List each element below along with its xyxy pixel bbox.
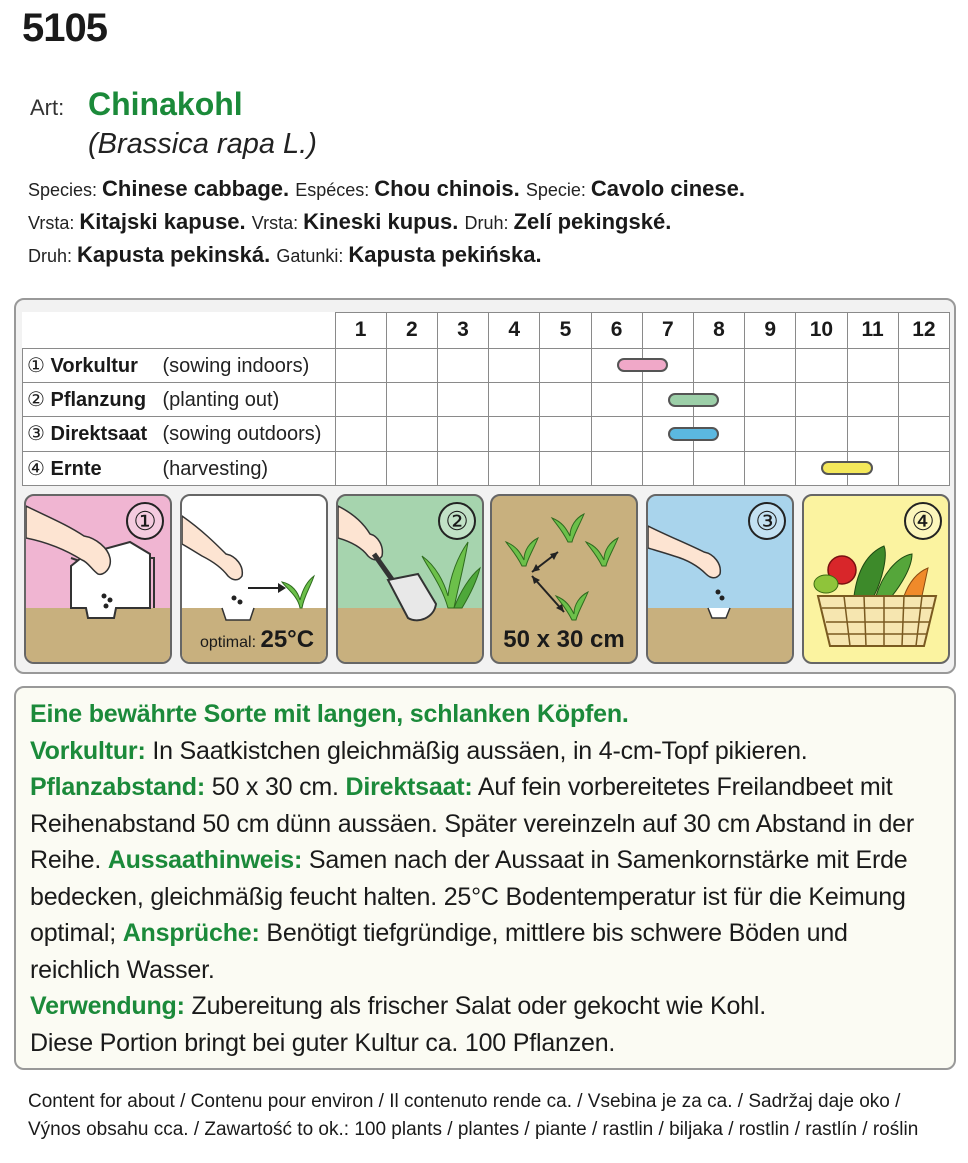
species-line-2 <box>28 209 671 235</box>
description-text <box>30 696 940 1061</box>
step-badge-1: ① <box>126 502 164 540</box>
row-number: ③ <box>27 423 45 446</box>
species-separator: . <box>665 209 672 234</box>
month-header: 9 <box>745 313 796 349</box>
species-label: Specie: <box>525 180 591 200</box>
sowing-calendar <box>22 312 950 486</box>
month-header: 1 <box>335 313 386 349</box>
row-name-de: Direktsaat <box>50 423 148 446</box>
month-header: 11 <box>847 313 898 349</box>
row-name-de: Vorkultur <box>50 354 138 377</box>
step-badge-3: ③ <box>748 502 786 540</box>
product-code: 5105 <box>22 6 107 50</box>
portion-text: Diese Portion bringt bei guter Kultur ca. 100 Pflanzen. <box>30 1028 616 1057</box>
latin-name: (Brassica rapa L.) <box>88 128 317 160</box>
species-name: Zelí pekingské <box>513 209 666 234</box>
month-cell <box>386 382 437 416</box>
species-separator: . <box>535 242 542 267</box>
month-cell <box>489 348 540 382</box>
species-name: Kineski kupus <box>303 209 453 234</box>
month-cell <box>642 417 693 451</box>
species-name: Kitajski kapuse <box>79 209 240 234</box>
month-cell <box>437 451 488 485</box>
month-cell <box>898 417 949 451</box>
direktsaat-text: Auf fein vorbereitetes Freilandbeet mit Reihenabstand 50 cm dünn aussäen. Später vereinzeln auf 30 cm Abstand in der Reihe. <box>30 773 914 874</box>
species-name: Kapusta pekińska <box>348 242 536 267</box>
footer-line-2: Výnos obsahu cca. / Zawartość to ok.: 100 plants / plantes / piante / rastlin / biljaka / rostlin / rastlín / roślin <box>28 1119 919 1140</box>
step-badge-4: ④ <box>904 502 942 540</box>
calendar-table <box>22 312 950 486</box>
month-cell <box>335 451 386 485</box>
species-separator: . <box>264 242 277 267</box>
description-panel <box>14 686 956 1070</box>
month-header: 8 <box>693 313 744 349</box>
aussaathinweis-label: Aussaathinweis: <box>107 846 303 874</box>
species-label: Espéces: <box>295 180 375 200</box>
row-name-en: (harvesting) <box>162 457 269 480</box>
month-header: 7 <box>642 313 693 349</box>
calendar-row-label <box>23 348 336 382</box>
month-cell <box>540 417 591 451</box>
month-header-row <box>23 313 950 349</box>
month-header: 4 <box>489 313 540 349</box>
abstand-label: Pflanzabstand: <box>30 773 205 801</box>
species-label: Vrsta: <box>28 213 80 233</box>
species-label: Species: <box>28 180 103 200</box>
direktsaat-label: Direktsaat: <box>345 773 473 801</box>
month-header: 3 <box>437 313 488 349</box>
month-cell <box>591 417 642 451</box>
row-label-text <box>23 353 335 378</box>
calendar-row <box>23 451 950 485</box>
month-cell <box>693 348 744 382</box>
month-cell <box>642 451 693 485</box>
calendar-row <box>23 382 950 416</box>
art-label: Art: <box>30 95 65 120</box>
month-cell <box>437 348 488 382</box>
month-cell <box>591 382 642 416</box>
month-cell <box>898 348 949 382</box>
species-line-3 <box>28 242 542 268</box>
species-separator: . <box>283 176 296 201</box>
month-cell <box>796 451 847 485</box>
month-header: 2 <box>386 313 437 349</box>
month-header: 6 <box>591 313 642 349</box>
species-name: Cavolo cinese <box>590 176 739 201</box>
period-bar <box>668 427 719 441</box>
month-cell <box>745 417 796 451</box>
tile-harvesting <box>802 494 950 664</box>
month-cell <box>335 348 386 382</box>
month-cell <box>745 382 796 416</box>
temperature-caption: optimal: 25°C <box>200 626 315 653</box>
calendar-row <box>23 417 950 451</box>
month-header: 10 <box>796 313 847 349</box>
step-badge-2: ② <box>438 502 476 540</box>
row-label-text <box>23 456 335 481</box>
month-cell <box>540 348 591 382</box>
month-cell <box>540 382 591 416</box>
month-cell <box>642 382 693 416</box>
month-cell <box>437 417 488 451</box>
tile-spacing <box>490 494 638 664</box>
vorkultur-label: Vorkultur: <box>30 736 146 765</box>
month-header: 12 <box>898 313 949 349</box>
species-name: Chou chinois <box>374 176 514 201</box>
period-bar <box>668 393 719 407</box>
period-bar <box>821 461 872 475</box>
species-separator: . <box>513 176 526 201</box>
month-cell <box>796 348 847 382</box>
row-name-en: (sowing outdoors) <box>162 423 322 446</box>
row-name-en: (planting out) <box>162 389 280 412</box>
month-header: 5 <box>540 313 591 349</box>
month-cell <box>335 382 386 416</box>
calendar-row-label <box>23 417 336 451</box>
calendar-row-label <box>23 451 336 485</box>
month-cell <box>335 417 386 451</box>
calendar-row <box>23 348 950 382</box>
row-number: ④ <box>27 457 45 480</box>
month-cell <box>847 348 898 382</box>
month-cell <box>898 382 949 416</box>
ansprueche-label: Ansprüche: <box>122 919 260 947</box>
month-cell <box>386 451 437 485</box>
species-label: Vrsta: <box>251 213 304 233</box>
month-cell <box>386 348 437 382</box>
month-cell <box>437 382 488 416</box>
species-line-1 <box>28 176 745 202</box>
month-cell <box>847 417 898 451</box>
month-cell <box>847 382 898 416</box>
ansprueche-text: Benötigt tiefgründige, mittlere bis schwere Böden und reichlich Wasser. <box>30 919 848 984</box>
month-cell <box>796 382 847 416</box>
month-cell <box>745 451 796 485</box>
tile-planting-out <box>336 494 484 664</box>
calendar-corner <box>23 313 336 349</box>
species-separator: . <box>239 209 252 234</box>
month-cell <box>489 382 540 416</box>
row-name-de: Pflanzung <box>50 389 147 412</box>
spacing-caption: 50 x 30 cm <box>503 626 625 653</box>
month-cell <box>591 451 642 485</box>
row-label-text <box>23 421 335 446</box>
content-footer <box>28 1088 918 1144</box>
month-cell <box>898 451 949 485</box>
tile-sowing-indoors <box>24 494 172 664</box>
row-name-en: (sowing indoors) <box>162 354 310 377</box>
verwendung-text: Zubereitung als frischer Salat oder gekocht wie Kohl. <box>184 992 766 1020</box>
intro-text: Eine bewährte Sorte mit langen, schlanken Köpfen. <box>30 700 629 728</box>
row-number: ② <box>27 389 45 412</box>
row-label-text <box>23 387 335 412</box>
vorkultur-text: In Saatkistchen gleichmäßig aussäen, in 4-cm-Topf pikieren. <box>145 736 808 765</box>
row-name-de: Ernte <box>50 457 102 480</box>
species-name: Chinese cabbage <box>102 176 283 201</box>
species-label: Gatunki: <box>276 246 349 266</box>
month-cell <box>489 451 540 485</box>
month-cell <box>796 417 847 451</box>
month-cell <box>386 417 437 451</box>
species-separator: . <box>452 209 465 234</box>
month-cell <box>489 417 540 451</box>
row-number: ① <box>27 354 45 377</box>
month-cell <box>745 348 796 382</box>
month-cell <box>693 451 744 485</box>
footer-line-1: Content for about / Contenu pour environ / Il contenuto rende ca. / Vsebina je za ca. / Sadržaj daje oko / <box>28 1091 901 1112</box>
calendar-row-label <box>23 382 336 416</box>
aussaathinweis-text: Samen nach der Aussaat in Samenkornstärke mit Erde bedecken, gleichmäßig feucht halten. 25°C Bodentemperatur ist für die Keimung optimal; <box>30 846 908 947</box>
tile-sowing-outdoors <box>646 494 794 664</box>
verwendung-label: Verwendung: <box>30 992 185 1020</box>
month-cell <box>540 451 591 485</box>
tile-germination <box>180 494 328 664</box>
species-label: Druh: <box>28 246 78 266</box>
month-cell <box>591 348 642 382</box>
variety-name: Chinakohl <box>88 86 243 122</box>
period-bar <box>617 358 668 372</box>
species-label: Druh: <box>464 213 514 233</box>
species-separator: . <box>738 176 745 201</box>
species-name: Kapusta pekinská <box>77 242 265 267</box>
abstand-text: 50 x 30 cm. <box>205 773 346 801</box>
